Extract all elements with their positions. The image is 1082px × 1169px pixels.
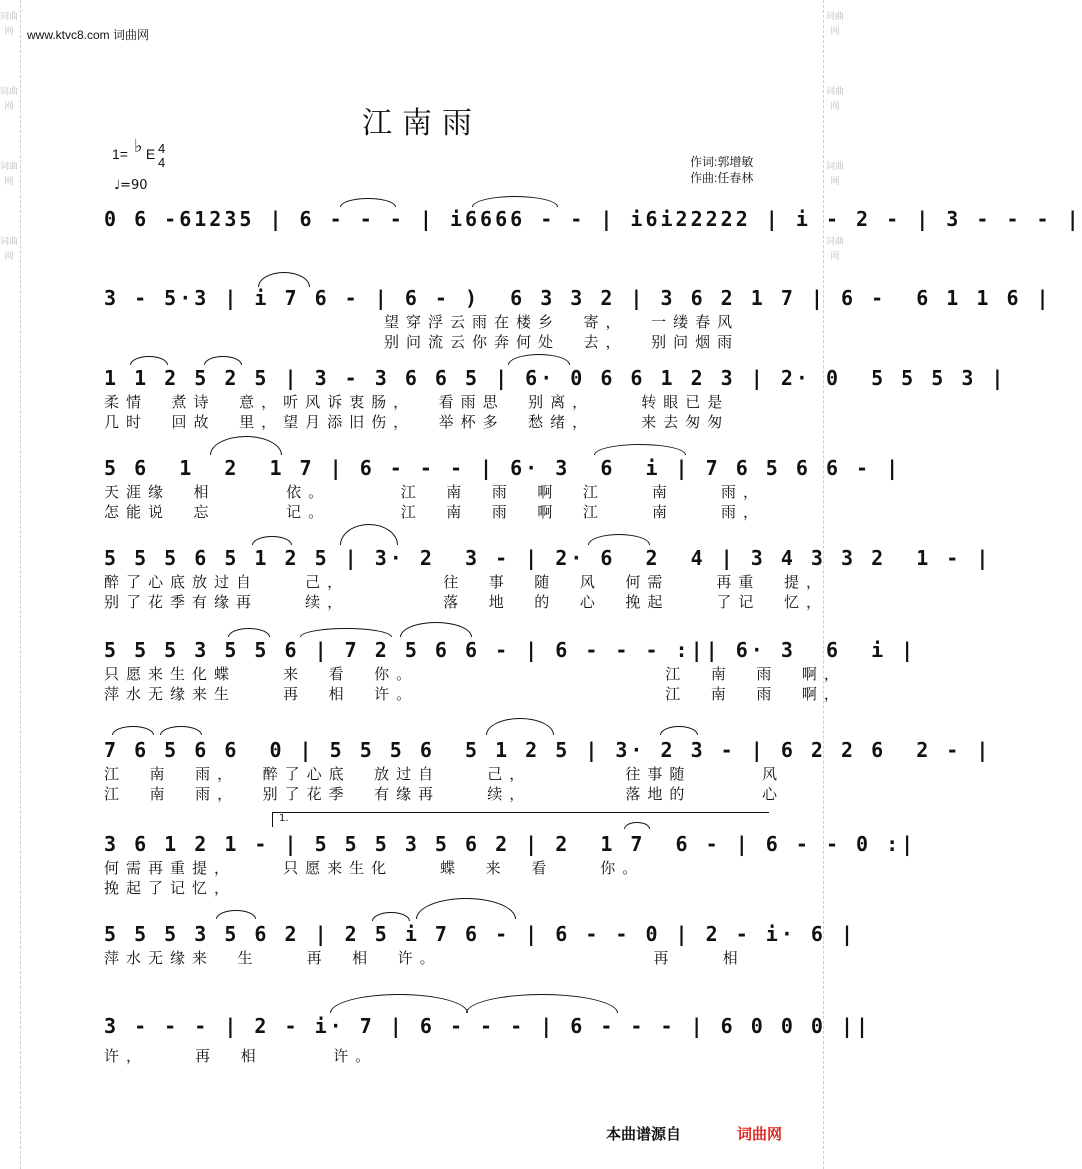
key-note: E xyxy=(145,146,156,162)
slur xyxy=(228,628,270,637)
slur xyxy=(330,994,468,1013)
notes-line: 5 5 5 3 5 5 6 | 7 2 5 6 6 - | 6 - - - :|| 6· 3 6 i | xyxy=(104,638,917,662)
score-row-5 xyxy=(104,544,992,612)
lyrics-verse-2: 江 南 雨， 别了花季 有缘再 续， 落地的 心 xyxy=(104,785,784,803)
footer-brand-link[interactable]: 词曲网 xyxy=(737,1125,783,1143)
left-dashed-border xyxy=(20,0,21,1169)
notes-line: 5 5 5 6 5 1 2 5 | 3· 2 3 - | 2· 6 2 4 | 3 4 3 3 2 1 - | xyxy=(104,546,992,570)
watermark-left: 词曲网 词曲网 词曲网 词曲网 xyxy=(0,12,19,262)
lyrics-verse-2: 别了花季有缘再 续， 落 地 的 心 挽起 了记 忆， xyxy=(104,593,828,611)
lyrics-verse-2: 几时 回故 里，望月添旧伤， 举杯多 愁绪， 来去匆匆 xyxy=(104,413,730,431)
notes-line: 3 - 5·3 | i 7 6 - | 6 - ) 6 3 3 2 | 3 6 2 1 7 | 6 - 6 1 1 6 | xyxy=(104,286,1052,310)
slur xyxy=(508,354,570,365)
lyrics-verse-2: 怎能说 忘 记。 江 南 雨 啊 江 南 雨， xyxy=(104,503,766,521)
slur xyxy=(486,718,554,735)
key-signature xyxy=(112,136,166,170)
score-row-8 xyxy=(104,830,917,898)
slur xyxy=(300,628,392,637)
footer-source-text: 本曲谱源自 xyxy=(606,1125,682,1143)
lyrics-verse-2: 挽起了记忆， xyxy=(104,879,237,897)
slur xyxy=(624,822,650,829)
slur xyxy=(258,272,310,287)
slur xyxy=(416,898,516,919)
score-row-9 xyxy=(104,920,857,968)
notes-line: 5 5 5 3 5 6 2 | 2 5 i 7 6 - | 6 - - 0 | 2 - i· 6 | xyxy=(104,922,857,946)
notes-line: 3 - - - | 2 - i· 7 | 6 - - - | 6 - - - | 6 0 0 0 || xyxy=(104,1014,872,1038)
score-row-4 xyxy=(104,454,902,522)
lyrics-verse-1: 醉了心底放过自 己， 往 事 随 风 何需 再重 提， xyxy=(104,573,828,591)
slur xyxy=(204,356,242,365)
score-row-6 xyxy=(104,636,917,704)
lyricist: 作词:郭增敏 xyxy=(690,155,754,169)
lyrics-verse-1: 柔情 煮诗 意，听风诉衷肠， 看雨思 别离， 转眼已是 xyxy=(104,393,730,411)
watermark-right: 词曲网 词曲网 词曲网 词曲网 xyxy=(826,12,845,262)
notes-line: 5 6 1 2 1 7 | 6 - - - | 6· 3 6 i | 7 6 5 6 6 - | xyxy=(104,456,902,480)
key-prefix: 1= xyxy=(112,146,128,162)
slur xyxy=(472,196,558,207)
score-row-7 xyxy=(104,736,992,804)
slur xyxy=(160,726,202,735)
lyrics-verse-1: 天涯缘 相 依。 江 南 雨 啊 江 南 雨， xyxy=(104,483,766,501)
score-row-1 xyxy=(104,205,1082,233)
lyrics-verse-2: 别问流云你奔何处 去， 别问烟雨 xyxy=(384,333,740,351)
lyrics-verse-1: 只愿来生化蝶 来 看 你。 江 南 雨 啊， xyxy=(104,665,846,683)
slur xyxy=(340,198,396,207)
lyrics-verse-1: 何需再重提， 只愿来生化 蝶 来 看 你。 xyxy=(104,859,645,877)
time-numerator: 4 xyxy=(158,141,166,156)
site-url[interactable]: www.ktvc8.com 词曲网 xyxy=(27,28,150,42)
composer: 作曲:任春林 xyxy=(690,171,754,185)
footer-source xyxy=(606,1123,782,1144)
slur xyxy=(130,356,168,365)
notes-line: 7 6 5 6 6 0 | 5 5 5 6 5 1 2 5 | 3· 2 3 - | 6 2 2 6 2 - | xyxy=(104,738,992,762)
song-title: 江南雨 xyxy=(362,106,482,141)
slur xyxy=(252,536,292,545)
slur xyxy=(112,726,154,735)
volta-label: 1. xyxy=(279,813,289,824)
flat-icon: ♭ xyxy=(134,136,143,156)
lyrics-verse-1: 望穿浮云雨在楼乡 寄， 一缕春风 xyxy=(384,313,740,331)
score-row-10 xyxy=(104,1012,872,1066)
slur xyxy=(400,622,472,637)
lyrics-verse-2: 萍水无缘来生 再 相 许。 江 南 雨 啊， xyxy=(104,685,846,703)
lyrics-verse-1: 萍水无缘来 生 再 相 许。 再 相 xyxy=(104,949,745,967)
slur xyxy=(588,534,650,545)
slur xyxy=(466,994,618,1013)
time-denominator: 4 xyxy=(158,155,166,170)
notes-line: 0 6 -61235 | 6 - - - | i6666 - - | i6i22222 | i - 2 - | 3 - - - | xyxy=(104,207,1082,231)
score-row-2 xyxy=(104,284,1052,352)
slur xyxy=(660,726,698,735)
lyrics-verse-1: 许， 再 相 许。 xyxy=(104,1047,378,1065)
score-row-3 xyxy=(104,364,1007,432)
slur xyxy=(216,910,256,919)
lyrics-verse-1: 江 南 雨， 醉了心底 放过自 己， 往事随 风 xyxy=(104,765,784,783)
notes-line: 1 1 2 5 2 5 | 3 - 3 6 6 5 | 6· 0 6 6 1 2 3 | 2· 0 5 5 5 3 | xyxy=(104,366,1007,390)
volta-bracket-1 xyxy=(272,812,769,827)
notes-line: 3 6 1 2 1 - | 5 5 5 3 5 6 2 | 2 1 7 6 - | 6 - - 0 :| xyxy=(104,832,917,856)
time-signature xyxy=(158,142,165,170)
slur xyxy=(594,444,686,455)
tempo-marking: ♩=90 xyxy=(114,178,148,193)
slur xyxy=(210,436,282,455)
slur xyxy=(340,524,398,545)
slur xyxy=(372,912,410,921)
